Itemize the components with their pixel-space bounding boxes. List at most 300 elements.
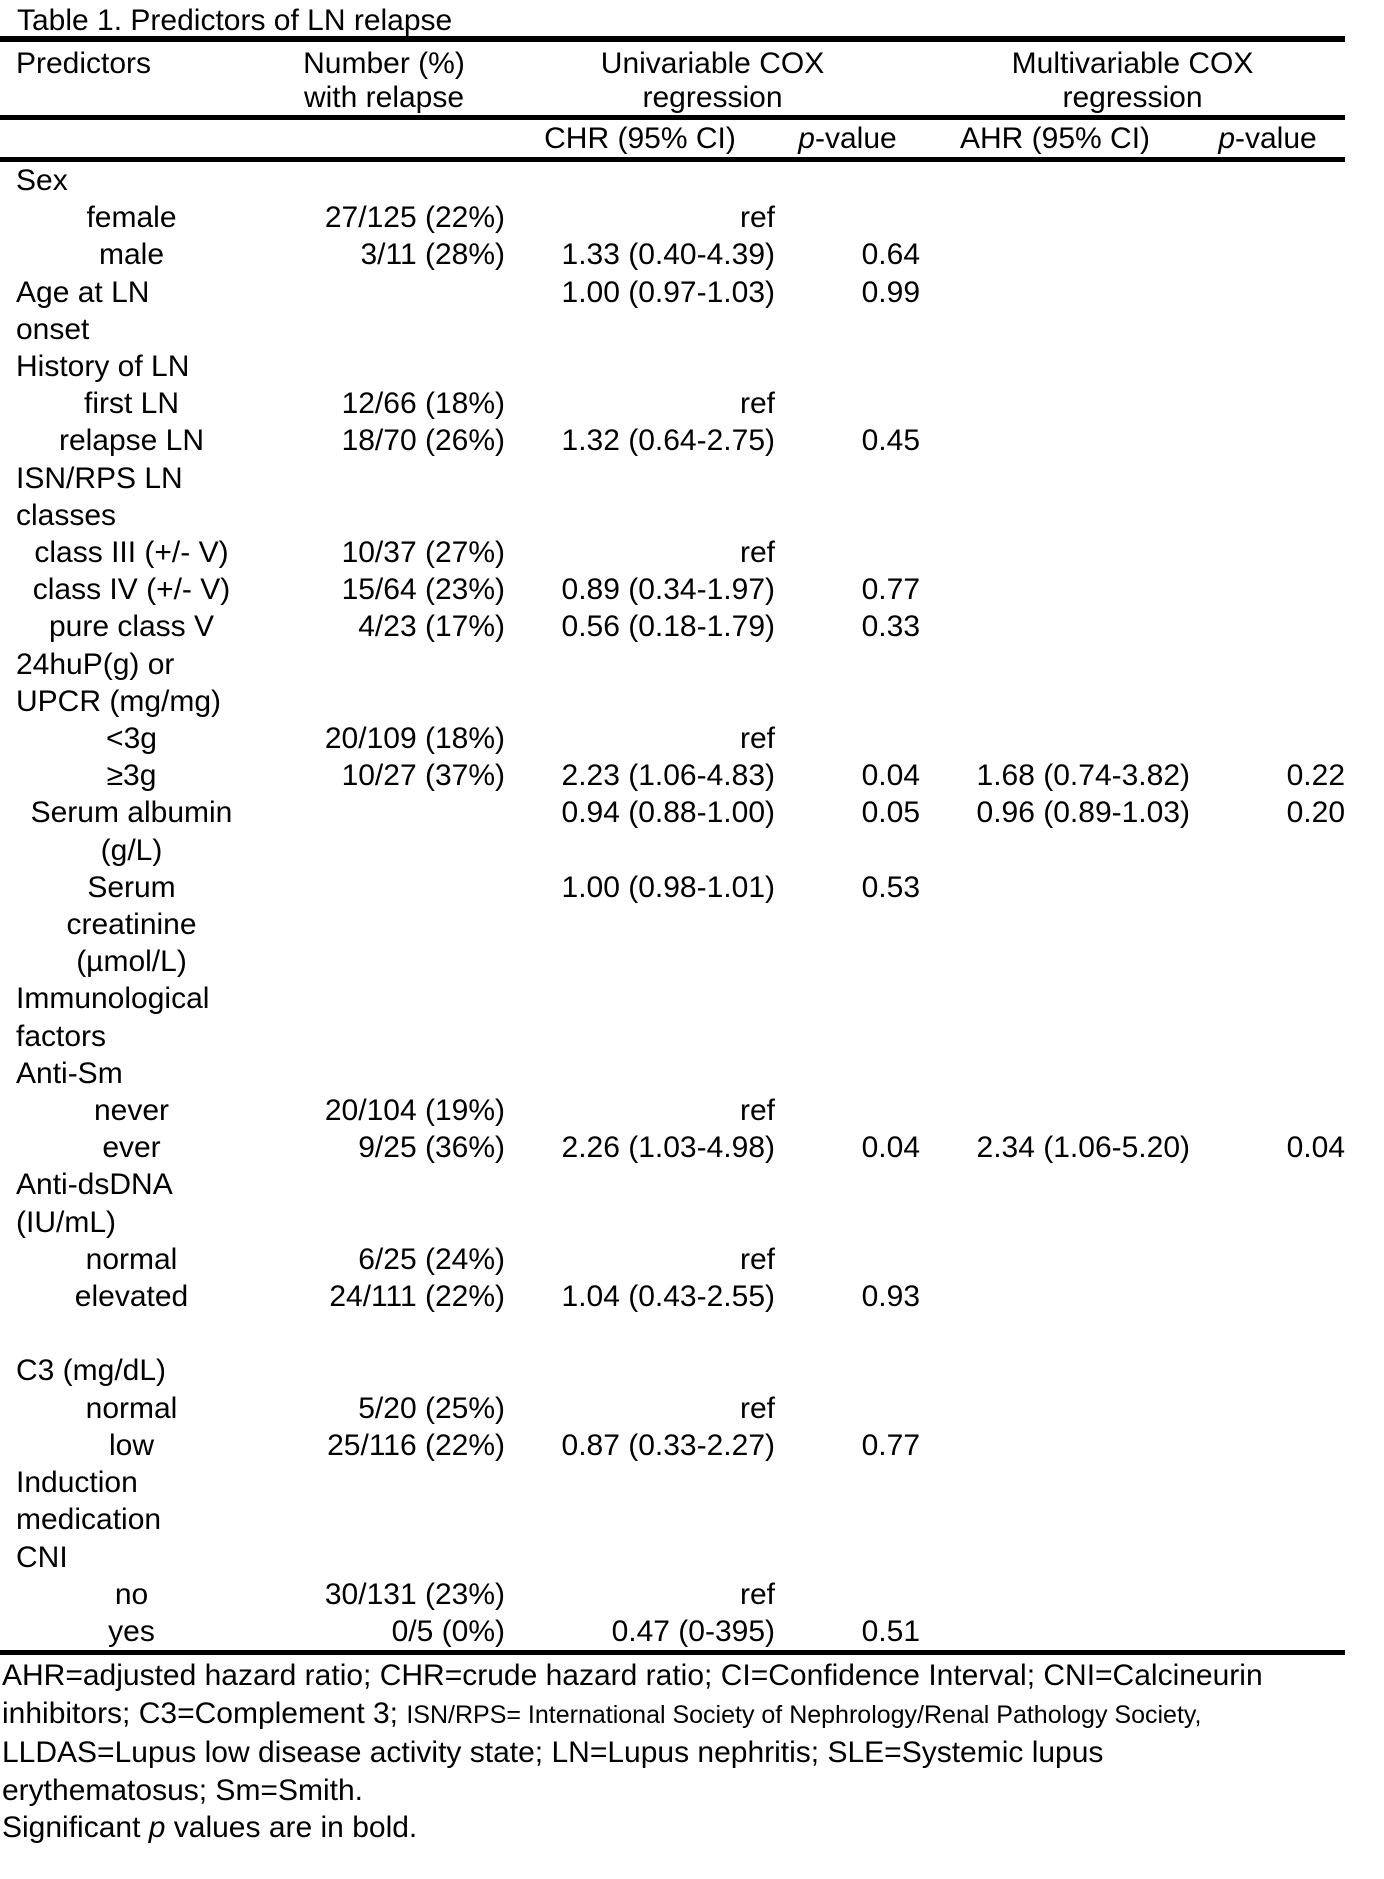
predictor-label: ISN/RPS LN — [16, 461, 183, 495]
table-row — [0, 1278, 1345, 1315]
cell-number-with-relapse — [263, 274, 505, 311]
cell-chr-95ci — [505, 943, 775, 980]
cell-chr-95ci — [505, 348, 775, 385]
header-multivariable-p-value — [1190, 118, 1345, 160]
footnote-line — [2, 1657, 1384, 1695]
cell-univariable-p-value: 0.04 — [861, 1131, 921, 1165]
table-row — [0, 794, 1345, 831]
cell-chr-95ci — [505, 1315, 775, 1352]
cell-number-with-relapse — [263, 1464, 505, 1501]
table-row — [0, 1129, 1345, 1166]
cell-univariable-p-value — [775, 1390, 920, 1427]
p-italic: p — [798, 122, 815, 155]
cell-ahr-95ci — [920, 1576, 1190, 1613]
cell-chr-95ci — [505, 1018, 775, 1055]
cell-multivariable-p-value — [1190, 906, 1345, 943]
cell-univariable-p-value — [775, 683, 920, 720]
cell-multivariable-p-value — [1190, 1166, 1345, 1203]
cell-chr-95ci: 1.00 (0.97-1.03) — [561, 275, 775, 309]
cell-ahr-95ci — [920, 311, 1190, 348]
cell-univariable-p-value — [775, 1018, 920, 1055]
cell-univariable-p-value — [775, 832, 920, 869]
cell-chr-95ci: 1.33 (0.40-4.39) — [561, 238, 775, 272]
header-number-line2: with relapse — [303, 81, 465, 114]
cell-number-with-relapse: 10/27 (37%) — [341, 759, 505, 793]
cell-multivariable-p-value — [1190, 1315, 1345, 1352]
footnote-line — [2, 1809, 1384, 1847]
cell-ahr-95ci — [920, 160, 1190, 200]
cell-ahr-95ci — [920, 646, 1190, 683]
footnote-segment: AHR=adjusted hazard ratio; CHR=crude hazard ratio; CI=Confidence Interval; CNI=Calcineurin — [2, 1659, 1263, 1693]
cell-ahr-95ci — [920, 608, 1190, 645]
predictor-label: Sex — [16, 164, 68, 197]
cell-chr-95ci — [505, 1204, 775, 1241]
predictor-label: Serum — [87, 870, 176, 904]
cell-number-with-relapse — [263, 906, 505, 943]
table-row — [0, 683, 1345, 720]
cell-chr-95ci — [505, 906, 775, 943]
table-row — [0, 1204, 1345, 1241]
predictor-label: (µmol/L) — [76, 945, 187, 979]
cell-multivariable-p-value — [1190, 646, 1345, 683]
cell-number-with-relapse: 0/5 (0%) — [391, 1614, 505, 1648]
predictors-table — [0, 36, 1345, 1655]
footnote-segment: inhibitors; C3=Complement 3; — [2, 1696, 407, 1730]
cell-univariable-p-value — [775, 1055, 920, 1092]
cell-multivariable-p-value — [1190, 1241, 1345, 1278]
table-row — [0, 460, 1345, 497]
cell-univariable-p-value — [775, 1241, 920, 1278]
cell-univariable-p-value — [775, 199, 920, 236]
cell-chr-95ci: ref — [739, 722, 775, 756]
cell-multivariable-p-value — [1190, 1055, 1345, 1092]
header-row-measures — [0, 118, 1345, 160]
cell-ahr-95ci — [920, 422, 1190, 459]
table-row — [0, 571, 1345, 608]
cell-number-with-relapse — [263, 1539, 505, 1576]
cell-univariable-p-value: 0.05 — [861, 796, 921, 830]
cell-number-with-relapse — [263, 683, 505, 720]
cell-univariable-p-value — [775, 980, 920, 1017]
table-row — [0, 311, 1345, 348]
cell-number-with-relapse — [263, 943, 505, 980]
footnote-line — [2, 1695, 1384, 1735]
cell-chr-95ci — [505, 980, 775, 1017]
cell-univariable-p-value — [775, 1315, 920, 1352]
predictor-label: Anti-Sm — [16, 1056, 123, 1090]
cell-chr-95ci: ref — [739, 1391, 775, 1425]
cell-ahr-95ci — [920, 1464, 1190, 1501]
cell-multivariable-p-value — [1190, 534, 1345, 571]
cell-chr-95ci: ref — [739, 536, 775, 570]
predictor-label: low — [108, 1428, 154, 1462]
cell-number-with-relapse: 6/25 (24%) — [358, 1242, 505, 1276]
cell-ahr-95ci — [920, 199, 1190, 236]
cell-ahr-95ci — [920, 385, 1190, 422]
predictor-label: creatinine — [66, 908, 197, 942]
cell-multivariable-p-value — [1190, 460, 1345, 497]
cell-ahr-95ci — [920, 1241, 1190, 1278]
cell-number-with-relapse: 5/20 (25%) — [358, 1391, 505, 1425]
cell-chr-95ci: ref — [739, 387, 775, 421]
cell-number-with-relapse — [263, 794, 505, 831]
cell-multivariable-p-value — [1190, 683, 1345, 720]
footnote-line — [2, 1772, 1384, 1810]
cell-chr-95ci — [505, 311, 775, 348]
cell-chr-95ci — [505, 832, 775, 869]
cell-multivariable-p-value — [1190, 943, 1345, 980]
cell-chr-95ci: ref — [739, 1094, 775, 1128]
table-row — [0, 1241, 1345, 1278]
header-number-with-relapse — [263, 39, 505, 118]
cell-number-with-relapse: 24/111 (22%) — [329, 1280, 505, 1314]
predictor-label: ≥3g — [106, 759, 157, 793]
cell-number-with-relapse: 9/25 (36%) — [358, 1131, 505, 1165]
cell-univariable-p-value: 0.53 — [861, 870, 921, 904]
cell-multivariable-p-value — [1190, 1539, 1345, 1576]
cell-univariable-p-value — [775, 385, 920, 422]
header-univariable-line2: regression — [642, 81, 783, 114]
cell-univariable-p-value — [775, 1352, 920, 1389]
cell-ahr-95ci — [920, 683, 1190, 720]
table-row — [0, 1390, 1345, 1427]
cell-multivariable-p-value — [1190, 274, 1345, 311]
cell-univariable-p-value — [775, 646, 920, 683]
cell-ahr-95ci: 2.34 (1.06-5.20) — [976, 1131, 1191, 1165]
cell-univariable-p-value — [775, 1501, 920, 1538]
predictor-label: CNI — [16, 1540, 68, 1574]
cell-univariable-p-value — [775, 1539, 920, 1576]
cell-number-with-relapse — [263, 832, 505, 869]
cell-chr-95ci: 0.47 (0-395) — [611, 1614, 775, 1648]
cell-chr-95ci — [505, 1352, 775, 1389]
cell-ahr-95ci — [920, 274, 1190, 311]
predictor-label: never — [93, 1094, 170, 1128]
cell-univariable-p-value — [775, 1092, 920, 1129]
cell-multivariable-p-value — [1190, 422, 1345, 459]
cell-ahr-95ci: 1.68 (0.74-3.82) — [976, 759, 1191, 793]
predictor-label: female — [86, 201, 177, 235]
header-univariable-line1: Univariable COX — [600, 47, 825, 80]
cell-univariable-p-value: 0.51 — [861, 1614, 921, 1648]
cell-chr-95ci: 0.94 (0.88-1.00) — [561, 796, 775, 830]
predictor-label: (g/L) — [100, 833, 163, 867]
cell-number-with-relapse — [263, 980, 505, 1017]
cell-univariable-p-value — [775, 1204, 920, 1241]
cell-chr-95ci: 0.89 (0.34-1.97) — [561, 573, 775, 607]
header-univariable-cox — [505, 39, 920, 118]
footnote-segment: ISN/RPS= International Society of Nephrology/Renal Pathology Society, — [406, 1700, 1202, 1729]
cell-number-with-relapse: 3/11 (28%) — [360, 238, 505, 272]
header-chr: CHR (95% CI) — [544, 122, 736, 155]
predictor-label: pure class V — [48, 610, 215, 644]
cell-univariable-p-value — [775, 1576, 920, 1613]
header-empty-1 — [0, 118, 263, 160]
cell-number-with-relapse — [263, 1055, 505, 1092]
cell-number-with-relapse: 12/66 (18%) — [341, 387, 505, 421]
predictor-label: classes — [16, 498, 117, 532]
table-row — [0, 1055, 1345, 1092]
cell-number-with-relapse — [263, 497, 505, 534]
table-row — [0, 1315, 1345, 1352]
footnote-segment: p — [148, 1811, 166, 1845]
cell-number-with-relapse — [263, 869, 505, 906]
table-row — [0, 1352, 1345, 1389]
cell-multivariable-p-value — [1190, 980, 1345, 1017]
cell-number-with-relapse: 4/23 (17%) — [358, 610, 505, 644]
cell-ahr-95ci — [920, 1390, 1190, 1427]
cell-univariable-p-value — [775, 311, 920, 348]
cell-ahr-95ci — [920, 1278, 1190, 1315]
header-number-line1: Number (%) — [303, 47, 465, 80]
p-italic: p — [1218, 122, 1235, 155]
cell-number-with-relapse — [263, 348, 505, 385]
table-row — [0, 1092, 1345, 1129]
footnote — [0, 1655, 1384, 1847]
cell-chr-95ci: ref — [739, 201, 775, 235]
cell-multivariable-p-value — [1190, 199, 1345, 236]
table-row — [0, 1613, 1345, 1653]
header-multivariable-line1: Multivariable COX — [1011, 47, 1254, 80]
table-row — [0, 534, 1345, 571]
table-row — [0, 980, 1345, 1017]
table-row — [0, 943, 1345, 980]
cell-multivariable-p-value: 0.20 — [1286, 796, 1346, 830]
predictor-label: medication — [16, 1503, 162, 1537]
table-row — [0, 869, 1345, 906]
cell-univariable-p-value — [775, 460, 920, 497]
footnote-line — [2, 1734, 1384, 1772]
cell-univariable-p-value: 0.64 — [861, 238, 921, 272]
cell-chr-95ci — [505, 1166, 775, 1203]
cell-chr-95ci — [505, 1539, 775, 1576]
cell-multivariable-p-value — [1190, 1576, 1345, 1613]
cell-chr-95ci: 1.04 (0.43-2.55) — [561, 1280, 775, 1314]
p-suffix: -value — [814, 122, 897, 155]
cell-multivariable-p-value — [1190, 1278, 1345, 1315]
cell-multivariable-p-value — [1190, 571, 1345, 608]
cell-multivariable-p-value — [1190, 869, 1345, 906]
cell-number-with-relapse: 20/104 (19%) — [324, 1094, 505, 1128]
cell-chr-95ci — [505, 683, 775, 720]
table-row — [0, 1166, 1345, 1203]
table-row — [0, 1501, 1345, 1538]
cell-chr-95ci: ref — [739, 1242, 775, 1276]
cell-ahr-95ci — [920, 1055, 1190, 1092]
cell-univariable-p-value — [775, 1166, 920, 1203]
table-row — [0, 348, 1345, 385]
predictor-label: Immunological — [16, 982, 210, 1016]
table-row — [0, 385, 1345, 422]
cell-multivariable-p-value — [1190, 608, 1345, 645]
cell-number-with-relapse: 10/37 (27%) — [341, 536, 505, 570]
cell-multivariable-p-value — [1190, 832, 1345, 869]
predictor-label: 24huP(g) or — [16, 647, 175, 681]
cell-ahr-95ci — [920, 1539, 1190, 1576]
table-row — [0, 236, 1345, 273]
cell-univariable-p-value: 0.93 — [861, 1280, 921, 1314]
cell-multivariable-p-value: 0.22 — [1286, 759, 1346, 793]
cell-ahr-95ci — [920, 1018, 1190, 1055]
table-row — [0, 497, 1345, 534]
cell-chr-95ci: 1.32 (0.64-2.75) — [561, 424, 775, 458]
cell-chr-95ci — [505, 497, 775, 534]
table-row — [0, 422, 1345, 459]
cell-ahr-95ci — [920, 1204, 1190, 1241]
cell-univariable-p-value — [775, 906, 920, 943]
cell-multivariable-p-value — [1190, 1018, 1345, 1055]
cell-ahr-95ci — [920, 943, 1190, 980]
cell-multivariable-p-value — [1190, 720, 1345, 757]
cell-number-with-relapse — [263, 1018, 505, 1055]
cell-univariable-p-value — [775, 497, 920, 534]
cell-ahr-95ci — [920, 980, 1190, 1017]
table-row — [0, 608, 1345, 645]
cell-multivariable-p-value — [1190, 1464, 1345, 1501]
cell-multivariable-p-value — [1190, 1390, 1345, 1427]
cell-ahr-95ci — [920, 534, 1190, 571]
cell-ahr-95ci — [920, 869, 1190, 906]
cell-number-with-relapse — [263, 1352, 505, 1389]
cell-multivariable-p-value — [1190, 385, 1345, 422]
predictor-label: Age at LN — [16, 275, 150, 309]
cell-ahr-95ci — [920, 348, 1190, 385]
cell-ahr-95ci — [920, 1613, 1190, 1653]
predictor-label: class IV (+/- V) — [32, 573, 231, 607]
header-univariable-p-value — [775, 118, 920, 160]
cell-univariable-p-value: 0.99 — [861, 275, 921, 309]
predictor-label: male — [98, 238, 165, 272]
cell-univariable-p-value: 0.77 — [861, 1428, 921, 1462]
cell-number-with-relapse: 18/70 (26%) — [341, 424, 505, 458]
cell-number-with-relapse: 25/116 (22%) — [327, 1428, 505, 1462]
cell-chr-95ci — [505, 646, 775, 683]
cell-multivariable-p-value — [1190, 1352, 1345, 1389]
predictor-label: no — [114, 1577, 149, 1611]
table-row — [0, 646, 1345, 683]
cell-multivariable-p-value — [1190, 1204, 1345, 1241]
cell-chr-95ci — [505, 1055, 775, 1092]
cell-chr-95ci: 0.87 (0.33-2.27) — [561, 1428, 775, 1462]
cell-univariable-p-value — [775, 943, 920, 980]
cell-multivariable-p-value — [1190, 1613, 1345, 1653]
cell-multivariable-p-value — [1190, 1427, 1345, 1464]
cell-ahr-95ci — [920, 1427, 1190, 1464]
table-row — [0, 160, 1345, 200]
predictor-label: <3g — [106, 722, 157, 756]
cell-ahr-95ci — [920, 1501, 1190, 1538]
cell-chr-95ci: 2.26 (1.03-4.98) — [561, 1131, 775, 1165]
table-row — [0, 199, 1345, 236]
table-row — [0, 274, 1345, 311]
cell-chr-95ci: 2.23 (1.06-4.83) — [561, 759, 775, 793]
cell-ahr-95ci — [920, 1352, 1190, 1389]
predictor-label: ever — [102, 1131, 161, 1165]
cell-multivariable-p-value — [1190, 1092, 1345, 1129]
table-row — [0, 1576, 1345, 1613]
predictor-label: onset — [16, 312, 90, 346]
table-row — [0, 720, 1345, 757]
table-title: Table 1. Predictors of LN relapse — [17, 4, 453, 37]
cell-univariable-p-value: 0.33 — [861, 610, 921, 644]
cell-multivariable-p-value — [1190, 236, 1345, 273]
table-row — [0, 1464, 1345, 1501]
cell-univariable-p-value: 0.45 — [861, 424, 921, 458]
cell-ahr-95ci — [920, 571, 1190, 608]
predictor-label: (IU/mL) — [16, 1205, 116, 1239]
predictor-label — [0, 1315, 263, 1352]
p-suffix: -value — [1235, 122, 1317, 155]
predictor-label: elevated — [74, 1280, 189, 1314]
cell-ahr-95ci — [920, 720, 1190, 757]
predictor-label: Anti-dsDNA — [16, 1168, 173, 1202]
cell-univariable-p-value — [775, 1464, 920, 1501]
cell-ahr-95ci — [920, 1166, 1190, 1203]
table-body — [0, 160, 1345, 1653]
cell-univariable-p-value — [775, 720, 920, 757]
table-row — [0, 1018, 1345, 1055]
header-multivariable-cox — [920, 39, 1345, 118]
predictor-label: class III (+/- V) — [34, 536, 229, 570]
cell-number-with-relapse — [263, 646, 505, 683]
cell-number-with-relapse: 30/131 (23%) — [324, 1577, 505, 1611]
cell-number-with-relapse — [263, 311, 505, 348]
predictor-label: Induction — [16, 1466, 138, 1500]
cell-chr-95ci: 0.56 (0.18-1.79) — [561, 610, 775, 644]
cell-number-with-relapse: 20/109 (18%) — [324, 722, 505, 756]
cell-ahr-95ci — [920, 1315, 1190, 1352]
cell-multivariable-p-value — [1190, 311, 1345, 348]
header-row-groups — [0, 39, 1345, 118]
table-row — [0, 1427, 1345, 1464]
cell-ahr-95ci — [920, 497, 1190, 534]
header-ahr: AHR (95% CI) — [959, 122, 1151, 155]
predictor-label: normal — [85, 1391, 178, 1425]
cell-ahr-95ci — [920, 236, 1190, 273]
cell-ahr-95ci — [920, 906, 1190, 943]
cell-number-with-relapse — [263, 1166, 505, 1203]
cell-number-with-relapse — [263, 160, 505, 200]
cell-multivariable-p-value — [1190, 348, 1345, 385]
cell-multivariable-p-value — [1190, 160, 1345, 200]
predictor-label: Serum albumin — [30, 796, 233, 830]
predictor-label: first LN — [83, 387, 179, 421]
table-row — [0, 906, 1345, 943]
cell-ahr-95ci: 0.96 (0.89-1.03) — [976, 796, 1191, 830]
cell-chr-95ci — [505, 1464, 775, 1501]
cell-number-with-relapse: 27/125 (22%) — [324, 201, 505, 235]
cell-univariable-p-value — [775, 534, 920, 571]
cell-number-with-relapse — [263, 1315, 505, 1352]
cell-multivariable-p-value — [1190, 497, 1345, 534]
cell-chr-95ci: 1.00 (0.98-1.01) — [561, 870, 775, 904]
predictor-label: UPCR (mg/mg) — [16, 684, 222, 718]
cell-chr-95ci — [505, 1501, 775, 1538]
cell-number-with-relapse — [263, 460, 505, 497]
footnote-segment: LLDAS=Lupus low disease activity state; LN=Lupus nephritis; SLE=Systemic lupus — [2, 1736, 1104, 1770]
cell-multivariable-p-value: 0.04 — [1286, 1131, 1346, 1165]
cell-univariable-p-value: 0.04 — [861, 759, 921, 793]
predictor-label: normal — [85, 1242, 178, 1276]
cell-multivariable-p-value — [1190, 1501, 1345, 1538]
cell-univariable-p-value: 0.77 — [861, 573, 921, 607]
cell-ahr-95ci — [920, 1092, 1190, 1129]
table-header — [0, 39, 1345, 160]
predictor-label: C3 (mg/dL) — [16, 1354, 167, 1388]
header-empty-2 — [263, 118, 505, 160]
cell-number-with-relapse — [263, 1204, 505, 1241]
footnote-segment: values are in bold. — [165, 1811, 418, 1845]
